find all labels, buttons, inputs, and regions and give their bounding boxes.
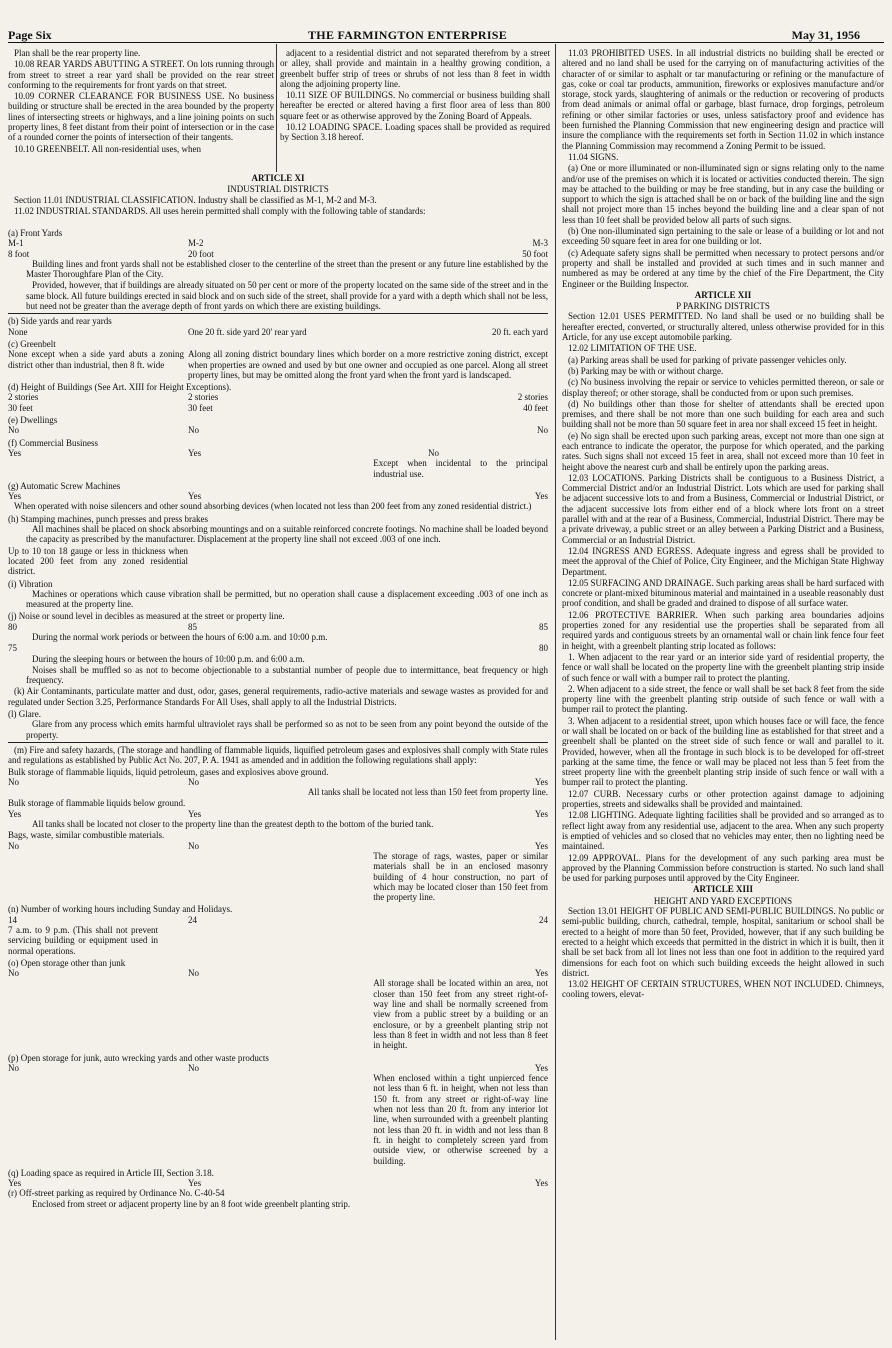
row-label: (l) Glare. [8, 709, 41, 720]
cell: 30 feet [188, 402, 213, 413]
cell: None [8, 326, 28, 337]
divider [8, 313, 548, 314]
row-label: Bulk storage of flammable liquids, liquid petroleum, gases and explosives above ground. [8, 766, 329, 777]
cell: Yes [534, 1178, 548, 1189]
cell: Yes [188, 491, 202, 502]
table-row [8, 622, 548, 632]
table-row [8, 349, 548, 380]
article-subtitle: P PARKING DISTRICTS [676, 301, 770, 312]
note: Building lines and front yards shall not be established closer to the centerline of the street than the present or any future line established by the Master Thoroughfare Plan of the City. [26, 258, 548, 280]
row-label: (k) Air Contaminants, particulate matter and dust, odor, gases, general requirements, radio-active materials and sewage wastes as provided for and regulated under Section 3.25, Performance Standards For All Uses, shall apply to all the Industrial Districts. [8, 686, 548, 707]
table-row [8, 392, 548, 402]
page-number: Page Six [8, 28, 52, 42]
cell: Yes [534, 808, 548, 819]
cell: Yes [534, 840, 548, 851]
cell: 20 foot [188, 248, 214, 259]
article-subtitle: INDUSTRIAL DISTRICTS [227, 184, 329, 195]
paragraph: 10.11 SIZE OF BUILDINGS. No commercial or business building shall hereafter be erected or altered having a first floor area of less than 800 square feet or as otherwise approved by the Zoning Board of Appeals. [280, 90, 550, 121]
col-m1: M-1 [8, 238, 24, 249]
paragraph: Plan shall be the rear property line. [14, 48, 141, 58]
table-row [8, 978, 548, 1050]
row-label: (r) Off-street parking as required by Ordinance No. C-40-54 [8, 1188, 225, 1199]
cell: No [188, 425, 199, 436]
cell: No [188, 968, 199, 979]
table-row [8, 841, 548, 851]
paragraph: 12.03 LOCATIONS. Parking Districts shall be contiguous to a Business District, a Commercial District and/or an Industrial District. Lots which are used for parking shall be adjacent successive lots to and from a Business, Commercial or Industrial District, or the adjacent successive lots from either end of a block where lots front on a street parallel with and at the rear of a Business, Commercial, Industrial District. There may be a private driveway, a public street or an alley between a Parking District and a Business, Commercial or an Industrial District. [562, 472, 884, 545]
cell: None except when a side yard abuts a zoning district other than industrial, then 8 ft. wide [8, 349, 184, 370]
cell: Yes [8, 491, 22, 502]
cell: Yes [188, 447, 202, 458]
row-label: (n) Number of working hours including Sunday and Holidays. [8, 904, 233, 915]
paragraph: 10.12 LOADING SPACE. Loading spaces shall be provided as required by Section 3.18 hereof. [280, 122, 550, 143]
table-row [8, 238, 548, 248]
cell: 85 [539, 621, 548, 632]
paragraph: Section 11.01 INDUSTRIAL CLASSIFICATION. Industry shall be classified as M-1, M-2 and M-3. [14, 194, 377, 205]
note: 7 a.m. to 9 p.m. (This shall not prevent servicing building or equipment used in normal operations. [8, 925, 158, 956]
note: When operated with noise silencers and other sound absorbing devices (when located not less than 200 feet from any zoned residential district.) [14, 501, 532, 512]
paragraph: adjacent to a residential district and not separated therefrom by a street or alley, shall provide and maintain in a healthy growing condition, a greenbelt buffer strip of trees or shrubs of not less than 8 feet in width along the adjoining property line. [280, 48, 550, 89]
cell: 50 foot [522, 248, 548, 259]
note: During the sleeping hours or between the hours of 10:00 p.m. and 6:00 a.m. [32, 653, 305, 664]
paragraph: 2. When adjacent to a side street, the fence or wall shall be set back 8 feet from the side property line with the greenbelt planting strip outside of such fence or wall with a bumper rail to protect the planting. [562, 683, 884, 715]
note: When enclosed within a tight unpierced fence not less than 6 ft. in height, when not less than 150 ft. from any street or right-of-way line when not less than 20 ft. from any interior lot line, when surrounded with a greenbelt planting not less than 20 ft. in width and not less than 8 ft. in height to completely screen yard from outside view, or otherwise screened by a building. [373, 1073, 548, 1166]
paragraph: 11.04 SIGNS. [568, 151, 619, 162]
row-label: Bulk storage of flammable liquids below ground. [8, 798, 186, 809]
note: The storage of rags, wastes, paper or similar materials shall be in an enclosed masonry building of 4 hour construction, no part of which may be located closer than 150 feet from the property line. [373, 850, 548, 903]
paragraph: (b) One non-illuminated sign pertaining to the sale or lease of a building or lot and not exceeding 50 square feet in area for one building or lot. [562, 226, 884, 247]
table-row [8, 777, 548, 787]
cell: No [188, 1062, 199, 1073]
paragraph: Section 12.01 USES PERMITTED. No land shall be used or no building shall be hereafter erected, converted, or structurally altered, unless otherwise provided for in this Article, for any use except automobile parking. [562, 311, 884, 343]
table-row [8, 448, 548, 458]
table-row [8, 643, 548, 653]
cell: 85 [188, 621, 197, 632]
paragraph: (d) No buildings other than those for shelter of attendants shall be erected upon premises, and there shall be not more than one such building for each area and such building shall not be more than 50 square feet in area nor shall exceed 15 feet in height. [562, 398, 884, 430]
row-label: (j) Noise or sound level in decibles as measured at the street or property line. [8, 611, 285, 622]
cell: No [428, 447, 439, 458]
row-label: (a) Front Yards [8, 228, 63, 238]
standards-table [8, 228, 548, 1210]
cell: No [8, 425, 19, 436]
row-label: (i) Vibration [8, 578, 53, 589]
note: All tanks shall be located not less than 150 feet from property line. [307, 787, 548, 798]
note: Except when incidental to the principal industrial use. [373, 458, 548, 479]
paragraph: 3. When adjacent to a residential street, upon which houses face or will face, the fence or wall shall be located on or back of the building line as established for that street and a greenbelt shall be planted on the street side of such fence or wall and parallel to it. Provided, however, when all the frontage in such block is to be developed for off-street parking at the same time, the fence or wall may be placed not less than 5 feet from the street property line with the greenbelt planting strip inside of such fence or wall with a bumper rail to protect the planting. [562, 715, 884, 788]
note: Provided, however, that if buildings are already situated on 50 per cent or more of the property located on the same side of the street and in the same block. All future buildings erected in said block and on such side of the street, shall provide for a yard with a depth which shall not be less, but need not be greater than the average depth of front yards on which there are existing buildings. [26, 280, 548, 312]
cell: Yes [8, 1178, 22, 1189]
masthead [8, 22, 884, 43]
paragraph: (a) One or more illuminated or non-illuminated sign or signs relating only to the name and/or use of the premises on which it is located or activities conducted therein. The sign may be attached to the building or may be free standing, but in any case the building or support to which the sign is attached shall be on or back of the building line and the sign shall not project more than 15 inches beyond the building line and a clear span of not less than 10 feet shall be provided below all parts of such signs. [562, 163, 884, 225]
row-label: (b) Side yards and rear yards [8, 316, 112, 327]
paragraph: (e) No sign shall be erected upon such parking areas, except not more than one sign at each entrance to indicate the operator, the purpose for which operated, and the parking rates. Such signs shall not exceed 15 feet in area, shall not exceed more than 10 feet in height above the nearest curb and shall be entirely upon the parking areas. [562, 430, 884, 472]
paragraph: 10.08 REAR YARDS ABUTTING A STREET. On lots running through from street to street a rear yard shall be provided on the rear street conforming to the requirements for front yards on that street. [8, 59, 274, 90]
table-row [8, 491, 548, 501]
cell: 2 stories [8, 392, 39, 403]
paragraph: 12.04 INGRESS AND EGRESS. Adequate ingress and egress shall be provided to meet the approval of the Chief of Police, City Engineer, and the Michigan State Highway Department. [562, 545, 884, 577]
cell: 8 foot [8, 248, 30, 259]
paragraph: 10.10 GREENBELT. All non-residential uses, when [14, 143, 201, 154]
paragraph: 12.08 LIGHTING. Adequate lighting facilities shall be provided and so arranged as to reflect light away from any residential use, adjacent to the area. When any such property is emptied of vehicles and so closed that no vehicles may enter, then no lighting need be maintained. [562, 810, 884, 852]
paragraph: (b) Parking may be with or without charge. [568, 365, 724, 376]
table-row [8, 403, 548, 413]
paragraph: 11.03 PROHIBITED USES. In all industrial districts no building shall be erected or altered and no land shall be used for the carrying on of manufacturing activities of the character of or similar to asphalt or tar manufacturing or refining or the manufacture of gas, coke or coal tar products, ammunition, fireworks or explosives manufacture and/or storage, stock yards, slaughtering of animals or the reduction or recovering of products from dead animals or animal offal or garbage, blast furnace, drop forgings, petroleum refining or other similar factories or uses, unless satisfactory proof and evidence has been furnished the Planning Commission that new engineering design and practice will insure the compliance with the requirements set forth in Section 11.02 in which instance the Planning Commission may recommend a Zoning Permit to be issued. [562, 48, 884, 151]
paragraph: 12.05 SURFACING AND DRAINAGE. Such parking areas shall be hard surfaced with concrete or plant-mixed bituminous material and maintained in a useable reasonably dust proof condition, and shall be graded and drained to dispose of all surface water. [562, 577, 884, 609]
column-3 [562, 48, 884, 1001]
cell: Yes [188, 1178, 202, 1189]
note: During the normal work periods or between the hours of 6:00 a.m. and 10:00 p.m. [32, 631, 328, 642]
cell: Yes [8, 808, 22, 819]
row-label: (g) Automatic Screw Machines [8, 480, 121, 491]
row-label: (o) Open storage other than junk [8, 957, 126, 968]
paragraph: Section 13.01 HEIGHT OF PUBLIC AND SEMI-PUBLIC BUILDINGS. No public or semi-public building, church, cathedral, temple, hospital, sanitarium or school shall be erected to a height of more than 50 feet, Provided, however, that if any such building be erected to a height which exceeds that permitted in the district in which it is built, then it shall be set back from all lot lines not less than one foot in addition to the required yard dimensions for each foot on which such building exceeds the height allowed in such district. [562, 906, 884, 978]
note: Noises shall be muffled so as not to become objectionable to a substantial number of people due to intermittance, beat frequency or high frequency. [26, 664, 548, 686]
cell: No [8, 968, 19, 979]
article-subtitle: HEIGHT AND YARD EXCEPTIONS [653, 895, 793, 906]
table-row [8, 249, 548, 259]
column-2-top [280, 48, 550, 144]
column-divider [555, 44, 556, 1340]
table-row [8, 851, 548, 902]
cell: 20 ft. each yard [492, 326, 548, 337]
note: Glare from any process which emits harmful ultraviolet rays shall be performed so as not to be seen from any point beyond the outside of the property. [26, 719, 548, 740]
cell: No [537, 425, 548, 436]
cell: 24 [188, 914, 197, 925]
paragraph: 12.09 APPROVAL. Plans for the development of any such parking area must be approved by the Planning Commission before construction is started. No such land shall be used for parking purposes until approved by the City Engineer. [562, 852, 884, 884]
paper-name: THE FARMINGTON ENTERPRISE [308, 28, 508, 42]
article-title: ARTICLE XII [694, 289, 752, 300]
cell: 2 stories [188, 392, 219, 403]
cell: No [8, 776, 19, 787]
row-label: (m) Fire and safety hazards, (The storage and handling of flammable liquids, liquified petroleum gases and explosives shall comply with State rules and regulations as established by Public Act No. 207, P. A. 1941 as amended and in addition the following regulations shall apply: [8, 744, 548, 766]
cell: No [188, 776, 199, 787]
cell: No [8, 840, 19, 851]
table-row [8, 968, 548, 978]
table-row [8, 327, 548, 337]
table-row [8, 1063, 548, 1073]
cell: Along all zoning district boundary lines which border on a more restrictive zoning district, except when properties are owned and used by but one owner and occupied as one parcel. Along all street property lines, but may be omitted along the front yard when the front yard is landscaped. [188, 349, 548, 380]
cell: Yes [188, 808, 202, 819]
note: All tanks shall be located not closer to the property line than the greatest depth to the bottom of the buried tank. [32, 819, 434, 830]
cell: Up to 10 ton 18 gauge or less in thickness when located 200 feet from any zoned residential district. [8, 545, 188, 577]
paragraph: (a) Parking areas shall be used for parking of private passenger vehicles only. [568, 354, 847, 365]
cell: 75 [8, 643, 17, 654]
issue-date: May 31, 1956 [791, 28, 860, 42]
divider [8, 742, 548, 743]
cell: Yes [534, 968, 548, 979]
row-label: (d) Height of Buildings (See Art. XIII for Height Exceptions). [8, 382, 232, 393]
paragraph: 12.07 CURB. Necessary curbs or other protection against damage to adjoining properties, streets and sidewalks shall be provided and maintained. [562, 788, 884, 810]
paragraph: (c) No business involving the repair or service to vehicles permitted thereon, or sale or display thereof; or other storage, shall be conducted from or upon such premises. [562, 377, 884, 398]
note: Machines or operations which cause vibration shall be permitted, but no operation shall cause a displacement exceeding .003 of one inch as measured at the property line. [26, 588, 548, 610]
paragraph: (c) Adequate safety signs shall be permitted when necessary to protect persons and/or property and shall be installed and provided at such times and in such manner and numbered as may be ordered at any time by the chief of the Fire Department, the City Engineer or the Building Inspector. [562, 247, 884, 289]
cell: 24 [539, 914, 548, 925]
col-m3: M-3 [532, 238, 548, 249]
row-label: (c) Greenbelt [8, 338, 56, 349]
article-11-header [8, 172, 548, 217]
note: All machines shall be placed on shock absorbing mountings and on a suitable reinforced concrete footings. No machine shall be loaded beyond the capacity as prescribed by the manufacturer. Displacement at the property line shall not exceed .003 of one inch. [26, 524, 548, 545]
paragraph: 1. When adjacent to the rear yard or an interior side yard of residential property, the fence or wall shall be located on the property line with the greenbelt planting strip inside of such fence or wall with a bumper rail to protect the planting. [562, 651, 884, 683]
table-row [8, 1073, 548, 1166]
table-row [8, 458, 548, 479]
row-label: (h) Stamping machines, punch presses and press brakes [8, 513, 208, 524]
cell: 80 [8, 621, 17, 632]
cell: 14 [8, 914, 17, 925]
row-label: (f) Commercial Business [8, 437, 98, 448]
col-m2: M-2 [188, 238, 204, 249]
paragraph: 11.02 INDUSTRIAL STANDARDS. All uses herein permitted shall comply with the following table of standards: [14, 205, 426, 216]
paragraph: 12.06 PROTECTIVE BARRIER. When such parking area boundaries adjoins properties zoned for any residential use the properties shall be separated from all required yards and contiguous streets by an ornamental wall or chain link fence four feet in height, with a greenbelt planting strip located as follows: [562, 609, 884, 651]
cell: 40 feet [523, 402, 548, 413]
table-row [8, 1178, 548, 1188]
column-divider [276, 44, 277, 172]
table-row [8, 809, 548, 819]
table-row [8, 425, 548, 435]
row-label: (p) Open storage for junk, auto wrecking yards and other waste products [8, 1052, 269, 1063]
cell: Yes [534, 491, 548, 502]
cell: 30 feet [8, 402, 33, 413]
cell: 80 [539, 643, 548, 654]
cell: 2 stories [517, 392, 548, 403]
note: Enclosed from street or adjacent property line by an 8 foot wide greenbelt planting strip. [32, 1198, 351, 1209]
cell: Yes [534, 1062, 548, 1073]
row-label: (q) Loading space as required in Article III, Section 3.18. [8, 1167, 214, 1178]
table-row [8, 915, 548, 925]
cell: No [8, 1062, 19, 1073]
cell: One 20 ft. side yard 20' rear yard [188, 326, 307, 337]
cell: Yes [534, 776, 548, 787]
row-label: (e) Dwellings [8, 415, 58, 426]
column-1-top [8, 48, 274, 155]
cell: Yes [8, 447, 22, 458]
paragraph: 13.02 HEIGHT OF CERTAIN STRUCTURES, WHEN NOT INCLUDED. Chimneys, cooling towers, elevat- [562, 979, 884, 1000]
paragraph: 10.09 CORNER CLEARANCE FOR BUSINESS USE. No business building or structure shall be erected in the area bounded by the property lines of intersecting streets or highways, and a line joining points on such property lines, 8 feet distant from their point of intersection or in the case of a rounded corner the points of intersection of their tangents. [8, 91, 274, 143]
paragraph: 12.02 LIMITATION OF THE USE. [568, 343, 697, 354]
note: All storage shall be located within an area, not closer than 150 feet from any street right-of-way line and shall be normally screened from view from a public street by a building or an enclosure, or by a greenbelt planting strip not less than 8 feet in width and not less than 8 feet in height. [373, 978, 548, 1051]
row-label: Bags, waste, similar combustible materials. [8, 830, 165, 841]
cell: No [188, 840, 199, 851]
article-title: ARTICLE XI [251, 173, 305, 183]
article-title: ARTICLE XIII [693, 884, 753, 895]
